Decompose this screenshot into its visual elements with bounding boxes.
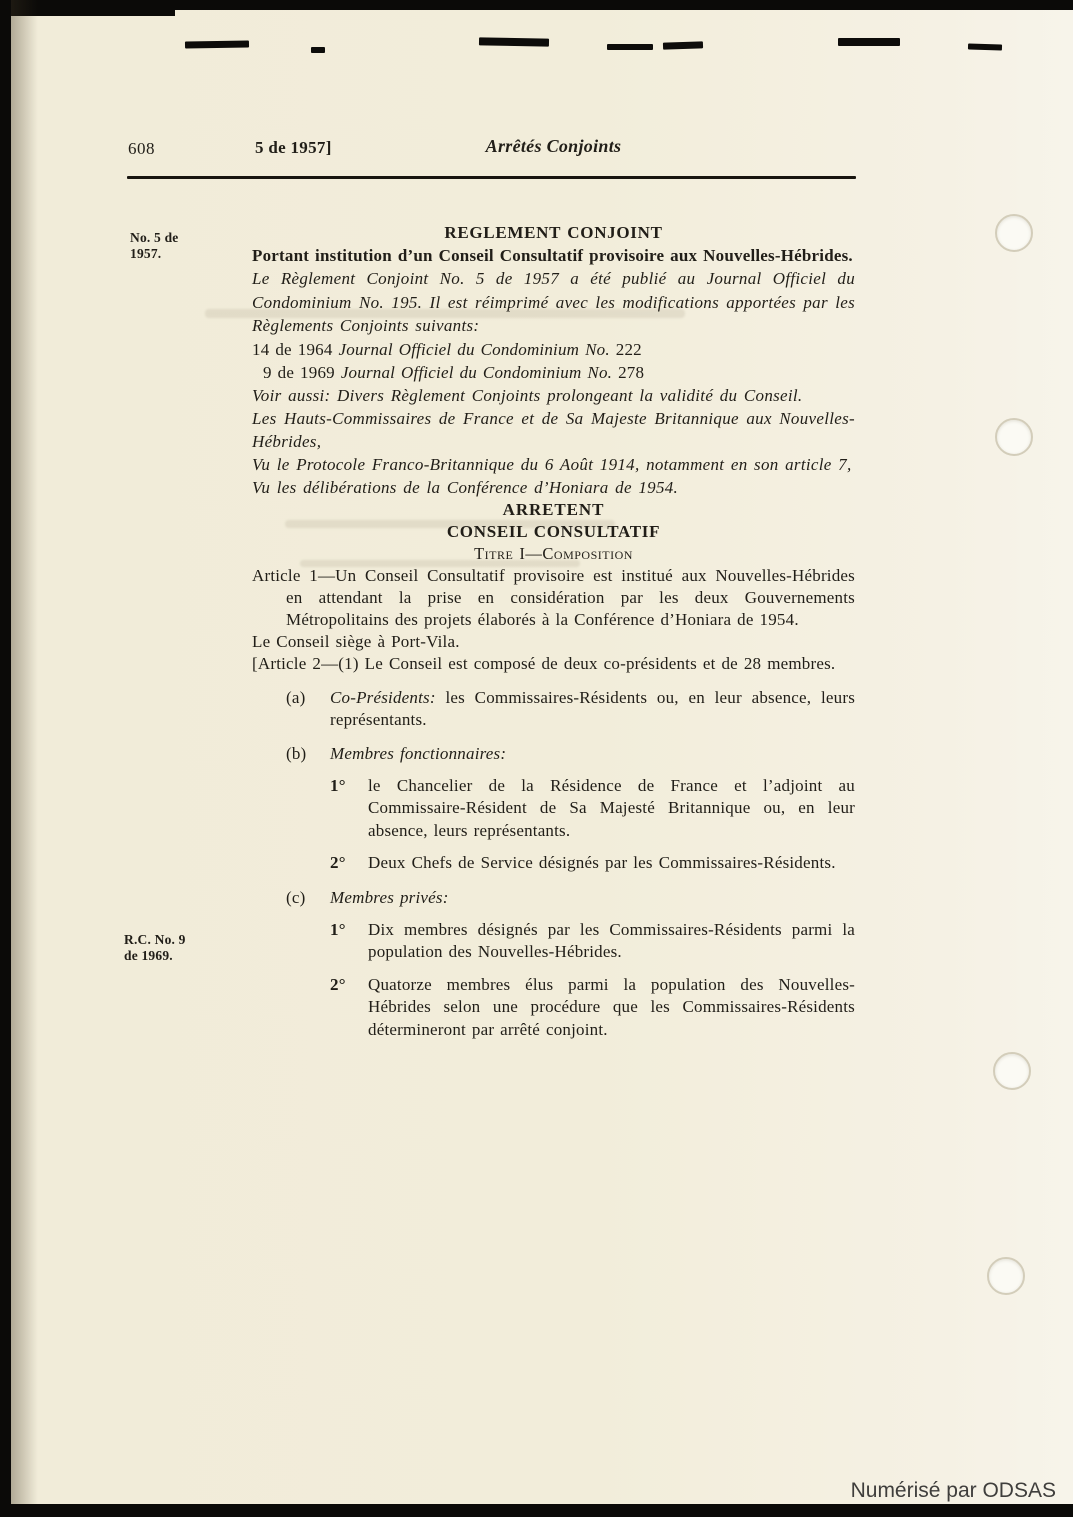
subitem-number: 2° <box>330 853 346 872</box>
item-label: (a) <box>286 687 306 707</box>
amendment-ref: 14 de 1964 <box>252 339 333 359</box>
margin-note-line: de 1969. <box>124 948 173 963</box>
scan-artifact <box>185 40 249 48</box>
reprint-note: Le Règlement Conjoint No. 5 de 1957 a été publié au Journal Officiel du Condominium No. 195. Il est réimprimé avec les modifications apportées par les Règlements Conjoints suivants: <box>252 269 855 335</box>
subitem-number: 1° <box>330 919 346 939</box>
article-2-intro: [Article 2—(1) Le Conseil est composé de deux co-présidents et de 28 membres. <box>252 653 836 673</box>
subitem-text: le Chancelier de la Résidence de France et l’adjoint au Commissaire-Résident de Sa Majesté Britannique ou, en leur absence, leurs représentants. <box>368 775 855 840</box>
titre-heading: Titre I—Composition <box>474 543 633 563</box>
article-2-item-b-sub-1 <box>330 775 855 843</box>
margin-note-line: No. 5 de <box>130 230 179 245</box>
item-label: (b) <box>286 743 307 763</box>
amendment-ref: 9 de 1969 <box>263 362 335 382</box>
scan-edge-bottom <box>0 1504 1073 1517</box>
article-2-item-a <box>286 687 855 731</box>
scan-artifact <box>968 43 1002 50</box>
paper-edge-shadow <box>11 0 38 1517</box>
scan-edge-left <box>0 0 11 1517</box>
item-lead: Membres privés: <box>330 887 449 907</box>
journal-title: Arrêtés Conjoints <box>485 136 622 156</box>
item-body: les Commissaires-Résidents ou, en leur absence, leurs représentants. <box>330 687 856 729</box>
item-text <box>330 687 855 731</box>
subitem-number: 2° <box>330 974 346 994</box>
scan-artifact <box>838 38 900 46</box>
preamble-paragraph: Vu le Protocole Franco-Britannique du 6 Août 1914, notamment en son article 7, <box>252 454 852 474</box>
page-number: 608 <box>128 139 155 158</box>
preamble-paragraph: Vu les délibérations de la Conférence d’Honiara de 1954. <box>252 477 679 497</box>
margin-note-regulation-number <box>130 230 245 262</box>
see-also-note: Voir aussi: Divers Règlement Conjoints prolongeant la validité du Conseil. <box>252 385 803 405</box>
enactment-heading: ARRETENT <box>502 499 605 519</box>
header-rule <box>127 176 856 179</box>
scan-artifact <box>311 47 325 53</box>
margin-note-line: 1957. <box>130 246 162 261</box>
margin-note-amendment-ref <box>124 932 239 964</box>
regulation-subject: Portant institution d’un Conseil Consultatif provisoire aux Nouvelles-Hébrides. <box>252 246 853 265</box>
margin-note-line: R.C. No. 9 <box>124 932 186 947</box>
digitization-watermark: Numérisé par ODSAS <box>850 1479 1056 1502</box>
item-text <box>330 743 855 765</box>
article-1-seat: Le Conseil siège à Port-Vila. <box>252 631 460 651</box>
punch-hole <box>993 1052 1031 1090</box>
article-2-item-b <box>286 743 855 765</box>
subitem-text: Quatorze membres élus parmi la population des Nouvelles-Hébrides selon une procédure que les Commissaires-Résidents détermineront par arrêté conjoint. <box>368 974 855 1039</box>
amendment-line <box>252 338 855 361</box>
subitem-text: Dix membres désignés par les Commissaires-Résidents parmi la population des Nouvelles-Hébrides. <box>368 919 855 961</box>
item-lead: Membres fonctionnaires: <box>330 743 507 763</box>
regulation-heading: REGLEMENT CONJOINT <box>444 223 663 242</box>
punch-hole <box>995 418 1033 456</box>
council-title: CONSEIL CONSULTATIF <box>446 521 661 541</box>
scan-artifact <box>479 37 549 46</box>
punch-hole <box>987 1257 1025 1295</box>
amendment-number: 222 <box>615 339 642 359</box>
article-2-item-c <box>286 887 855 909</box>
punch-hole <box>995 214 1033 252</box>
article-2-item-c-sub-2 <box>330 974 855 1042</box>
item-lead: Co-Présidents: <box>330 687 436 707</box>
item-text <box>330 887 855 909</box>
document-body <box>252 222 855 1041</box>
amendment-number: 278 <box>618 362 645 382</box>
subitem-number: 1° <box>330 775 346 795</box>
item-label: (c) <box>286 887 306 907</box>
scan-artifact <box>607 44 653 50</box>
amendment-line <box>252 361 855 384</box>
article-1-body: Article 1—Un Conseil Consultatif provisoire est institué aux Nouvelles-Hébrides en attendant la prise en considération par les deux Gouvernements Métropolitains des projets élaborés à la Conférence d’Honiara de 1954. <box>252 565 855 629</box>
article-2-item-c-sub-1 <box>330 919 855 964</box>
preamble-paragraph: Les Hauts-Commissaires de France et de Sa Majeste Britannique aux Nouvelles-Hébrides, <box>252 408 855 451</box>
amendment-journal: Journal Officiel du Condominium No. <box>340 362 613 382</box>
issue-reference: 5 de 1957] <box>255 138 332 157</box>
article-2-item-b-sub-2 <box>330 852 855 875</box>
subitem-text: Deux Chefs de Service désignés par les Commissaires-Résidents. <box>368 853 836 872</box>
amendment-journal: Journal Officiel du Condominium No. <box>338 339 610 359</box>
scan-artifact <box>663 41 703 49</box>
